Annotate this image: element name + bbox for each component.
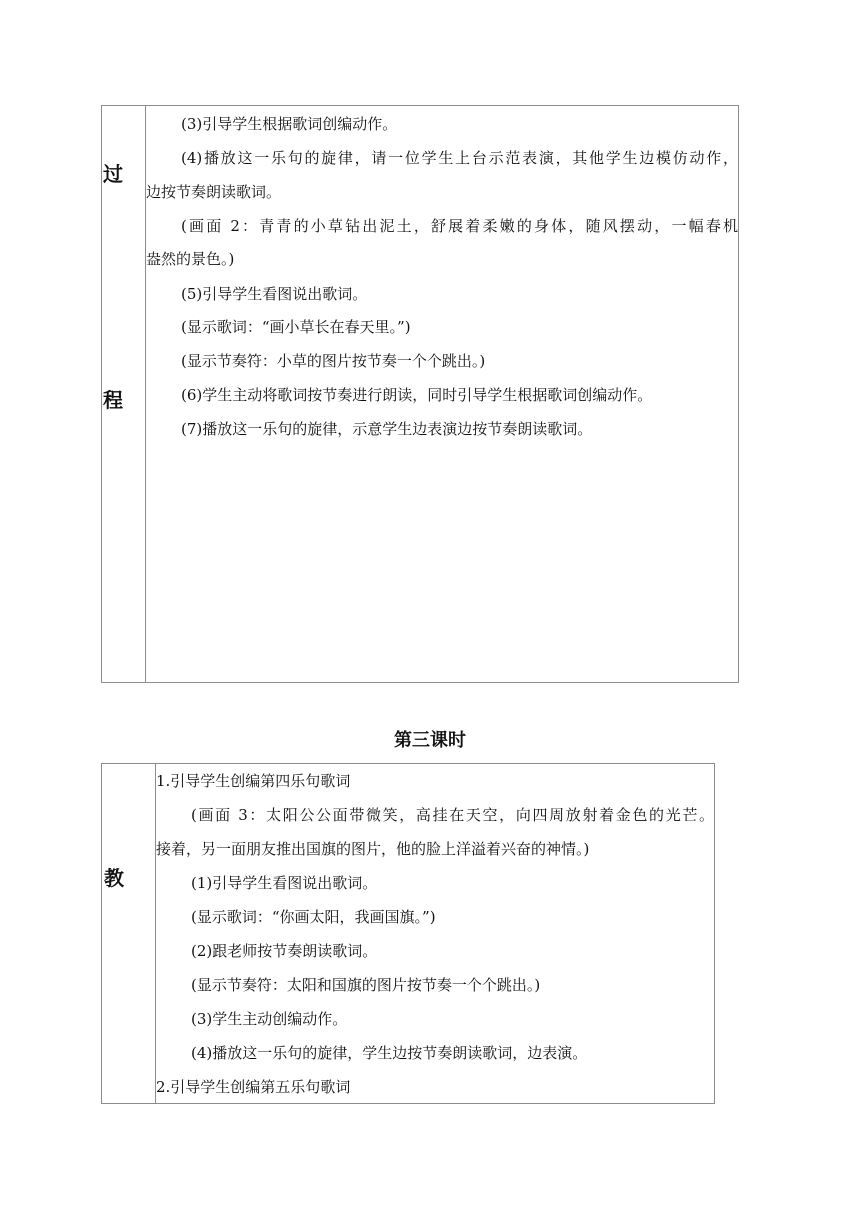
text-line: (显示歌词：“你画太阳，我画国旗。”) bbox=[191, 908, 436, 926]
side-label-column bbox=[102, 764, 156, 1103]
text-line: (2)跟老师按节奏朗读歌词。 bbox=[191, 942, 378, 960]
text-line: (4)播放这一乐句的旋律，学生边按节奏朗读歌词，边表演。 bbox=[191, 1044, 588, 1062]
text-line: 1.引导学生创编第四乐句歌词 bbox=[156, 772, 351, 790]
content-cell bbox=[156, 764, 714, 1103]
text-line: 边按节奏朗读歌词。 bbox=[146, 183, 282, 201]
text-line: (显示节奏符：太阳和国旗的图片按节奏一个个跳出。) bbox=[191, 976, 541, 994]
text-line: (5)引导学生看图说出歌词。 bbox=[181, 285, 368, 303]
side-label-char: 过 bbox=[103, 162, 123, 186]
text-line: (6)学生主动将歌词按节奏进行朗读，同时引导学生根据歌词创编动作。 bbox=[181, 386, 653, 404]
text-line: (画面 2：青青的小草钻出泥土，舒展着柔嫩的身体，随风摆动，一幅春机 bbox=[181, 217, 738, 235]
lesson-teaching-table bbox=[101, 763, 715, 1104]
side-label-char: 教 bbox=[104, 866, 124, 890]
text-line: (1)引导学生看图说出歌词。 bbox=[191, 874, 378, 892]
text-line: (3)学生主动创编动作。 bbox=[191, 1010, 348, 1028]
side-label-char: 程 bbox=[103, 388, 123, 412]
text-line: (7)播放这一乐句的旋律，示意学生边表演边按节奏朗读歌词。 bbox=[181, 420, 593, 438]
text-line: 盎然的景色。) bbox=[146, 250, 235, 268]
text-line: (画面 3：太阳公公面带微笑，高挂在天空，向四周放射着金色的光芒。 bbox=[191, 806, 714, 824]
text-line: (4)播放这一乐句的旋律，请一位学生上台示范表演，其他学生边模仿动作， bbox=[181, 149, 738, 167]
content-cell bbox=[146, 106, 738, 682]
text-line: (显示歌词：“画小草长在春天里。”) bbox=[181, 318, 411, 336]
text-line: (显示节奏符：小草的图片按节奏一个个跳出。) bbox=[181, 352, 486, 370]
lesson-process-table bbox=[101, 105, 739, 683]
text-line: 接着，另一面朋友推出国旗的图片，他的脸上洋溢着兴奋的神情。) bbox=[156, 840, 590, 858]
text-line: 2.引导学生创编第五乐句歌词 bbox=[156, 1078, 351, 1096]
text-line: (3)引导学生根据歌词创编动作。 bbox=[181, 115, 398, 133]
side-label-column bbox=[102, 106, 146, 682]
section-heading: 第三课时 bbox=[394, 730, 466, 751]
